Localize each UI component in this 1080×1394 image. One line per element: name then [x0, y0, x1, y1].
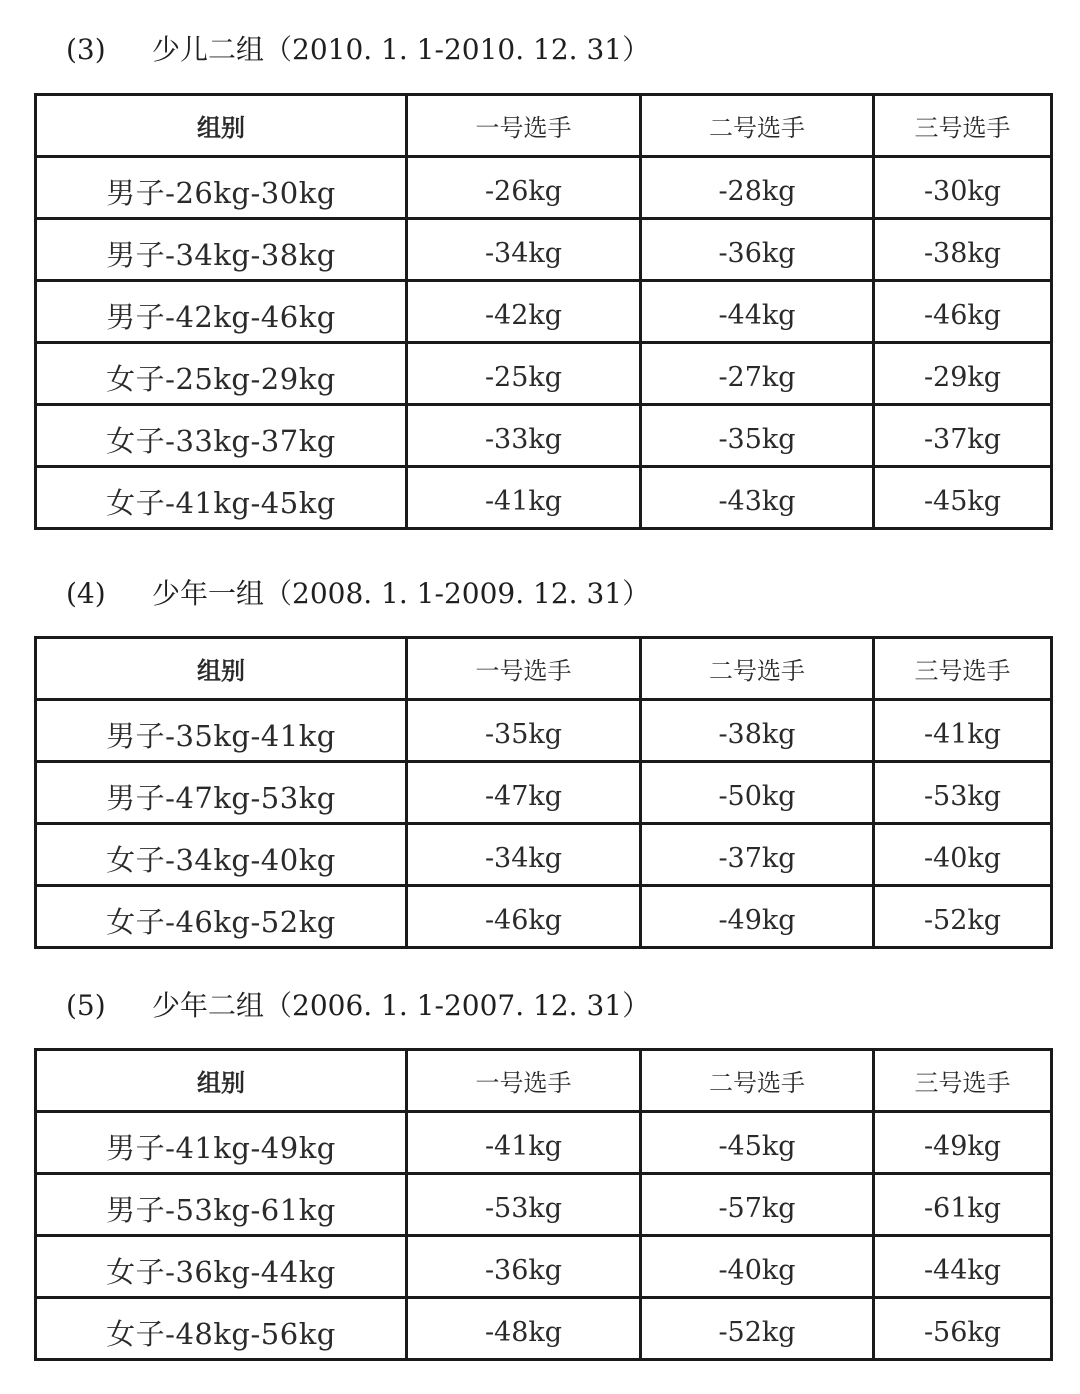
group-cell: 女子-33kg-37kg: [36, 405, 407, 467]
athlete-1-cell: -25kg: [407, 343, 641, 405]
athlete-1-cell: -33kg: [407, 405, 641, 467]
group-cell: 男子-42kg-46kg: [36, 281, 407, 343]
athlete-2-cell: -40kg: [641, 1236, 874, 1298]
group-cell: 男子-47kg-53kg: [36, 762, 407, 824]
section-heading: 少年二组（2006. 1. 1-2007. 12. 31）: [152, 989, 651, 1022]
header-athlete-1: 一号选手: [407, 1050, 641, 1112]
header-athlete-2: 二号选手: [641, 1050, 874, 1112]
weight-table-3: [34, 93, 1053, 530]
header-athlete-3: 三号选手: [874, 1050, 1052, 1112]
athlete-1-cell: -53kg: [407, 1174, 641, 1236]
table-row: [36, 1112, 1052, 1174]
athlete-3-cell: -30kg: [874, 157, 1052, 219]
table-row: [36, 281, 1052, 343]
athlete-1-cell: -35kg: [407, 700, 641, 762]
athlete-2-cell: -52kg: [641, 1298, 874, 1360]
athlete-2-cell: -44kg: [641, 281, 874, 343]
header-athlete-2: 二号选手: [641, 95, 874, 157]
athlete-2-cell: -38kg: [641, 700, 874, 762]
athlete-3-cell: -29kg: [874, 343, 1052, 405]
header-athlete-2: 二号选手: [641, 638, 874, 700]
athlete-1-cell: -36kg: [407, 1236, 641, 1298]
athlete-1-cell: -46kg: [407, 886, 641, 948]
section-heading: 少年一组（2008. 1. 1-2009. 12. 31）: [152, 577, 651, 610]
group-cell: 男子-35kg-41kg: [36, 700, 407, 762]
table-row: [36, 405, 1052, 467]
athlete-2-cell: -43kg: [641, 467, 874, 529]
athlete-2-cell: -28kg: [641, 157, 874, 219]
header-athlete-3: 三号选手: [874, 638, 1052, 700]
table-row: [36, 1236, 1052, 1298]
table-row: [36, 886, 1052, 948]
group-cell: 女子-46kg-52kg: [36, 886, 407, 948]
athlete-3-cell: -52kg: [874, 886, 1052, 948]
group-cell: 女子-25kg-29kg: [36, 343, 407, 405]
athlete-3-cell: -46kg: [874, 281, 1052, 343]
athlete-3-cell: -53kg: [874, 762, 1052, 824]
section-title-4: [66, 574, 650, 614]
table-row: [36, 1298, 1052, 1360]
table-row: [36, 1174, 1052, 1236]
header-athlete-1: 一号选手: [407, 95, 641, 157]
athlete-1-cell: -42kg: [407, 281, 641, 343]
athlete-1-cell: -41kg: [407, 467, 641, 529]
group-cell: 女子-34kg-40kg: [36, 824, 407, 886]
athlete-3-cell: -37kg: [874, 405, 1052, 467]
athlete-1-cell: -41kg: [407, 1112, 641, 1174]
athlete-2-cell: -27kg: [641, 343, 874, 405]
athlete-2-cell: -45kg: [641, 1112, 874, 1174]
athlete-3-cell: -44kg: [874, 1236, 1052, 1298]
athlete-1-cell: -47kg: [407, 762, 641, 824]
athlete-2-cell: -35kg: [641, 405, 874, 467]
table-row: [36, 467, 1052, 529]
table-header-row: [36, 95, 1052, 157]
group-cell: 女子-41kg-45kg: [36, 467, 407, 529]
group-cell: 男子-34kg-38kg: [36, 219, 407, 281]
athlete-3-cell: -40kg: [874, 824, 1052, 886]
table-row: [36, 157, 1052, 219]
athlete-1-cell: -34kg: [407, 824, 641, 886]
table-row: [36, 219, 1052, 281]
table-row: [36, 343, 1052, 405]
section-number: (3): [66, 33, 106, 66]
athlete-3-cell: -49kg: [874, 1112, 1052, 1174]
group-cell: 女子-36kg-44kg: [36, 1236, 407, 1298]
weight-table-5: [34, 1048, 1053, 1361]
group-cell: 女子-48kg-56kg: [36, 1298, 407, 1360]
athlete-3-cell: -38kg: [874, 219, 1052, 281]
athlete-2-cell: -50kg: [641, 762, 874, 824]
section-heading: 少儿二组（2010. 1. 1-2010. 12. 31）: [152, 33, 651, 66]
athlete-2-cell: -49kg: [641, 886, 874, 948]
section-title-3: [66, 30, 650, 70]
header-group: 组别: [36, 95, 407, 157]
group-cell: 男子-26kg-30kg: [36, 157, 407, 219]
athlete-1-cell: -26kg: [407, 157, 641, 219]
athlete-1-cell: -48kg: [407, 1298, 641, 1360]
athlete-1-cell: -34kg: [407, 219, 641, 281]
table-row: [36, 762, 1052, 824]
athlete-3-cell: -45kg: [874, 467, 1052, 529]
athlete-3-cell: -41kg: [874, 700, 1052, 762]
header-athlete-3: 三号选手: [874, 95, 1052, 157]
section-number: (4): [66, 577, 106, 610]
group-cell: 男子-41kg-49kg: [36, 1112, 407, 1174]
table-header-row: [36, 638, 1052, 700]
section-title-5: [66, 986, 650, 1026]
weight-table-4: [34, 636, 1053, 949]
header-group: 组别: [36, 1050, 407, 1112]
athlete-3-cell: -56kg: [874, 1298, 1052, 1360]
header-group: 组别: [36, 638, 407, 700]
header-athlete-1: 一号选手: [407, 638, 641, 700]
athlete-2-cell: -57kg: [641, 1174, 874, 1236]
group-cell: 男子-53kg-61kg: [36, 1174, 407, 1236]
athlete-2-cell: -37kg: [641, 824, 874, 886]
section-number: (5): [66, 989, 106, 1022]
table-header-row: [36, 1050, 1052, 1112]
table-row: [36, 700, 1052, 762]
athlete-3-cell: -61kg: [874, 1174, 1052, 1236]
athlete-2-cell: -36kg: [641, 219, 874, 281]
table-row: [36, 824, 1052, 886]
